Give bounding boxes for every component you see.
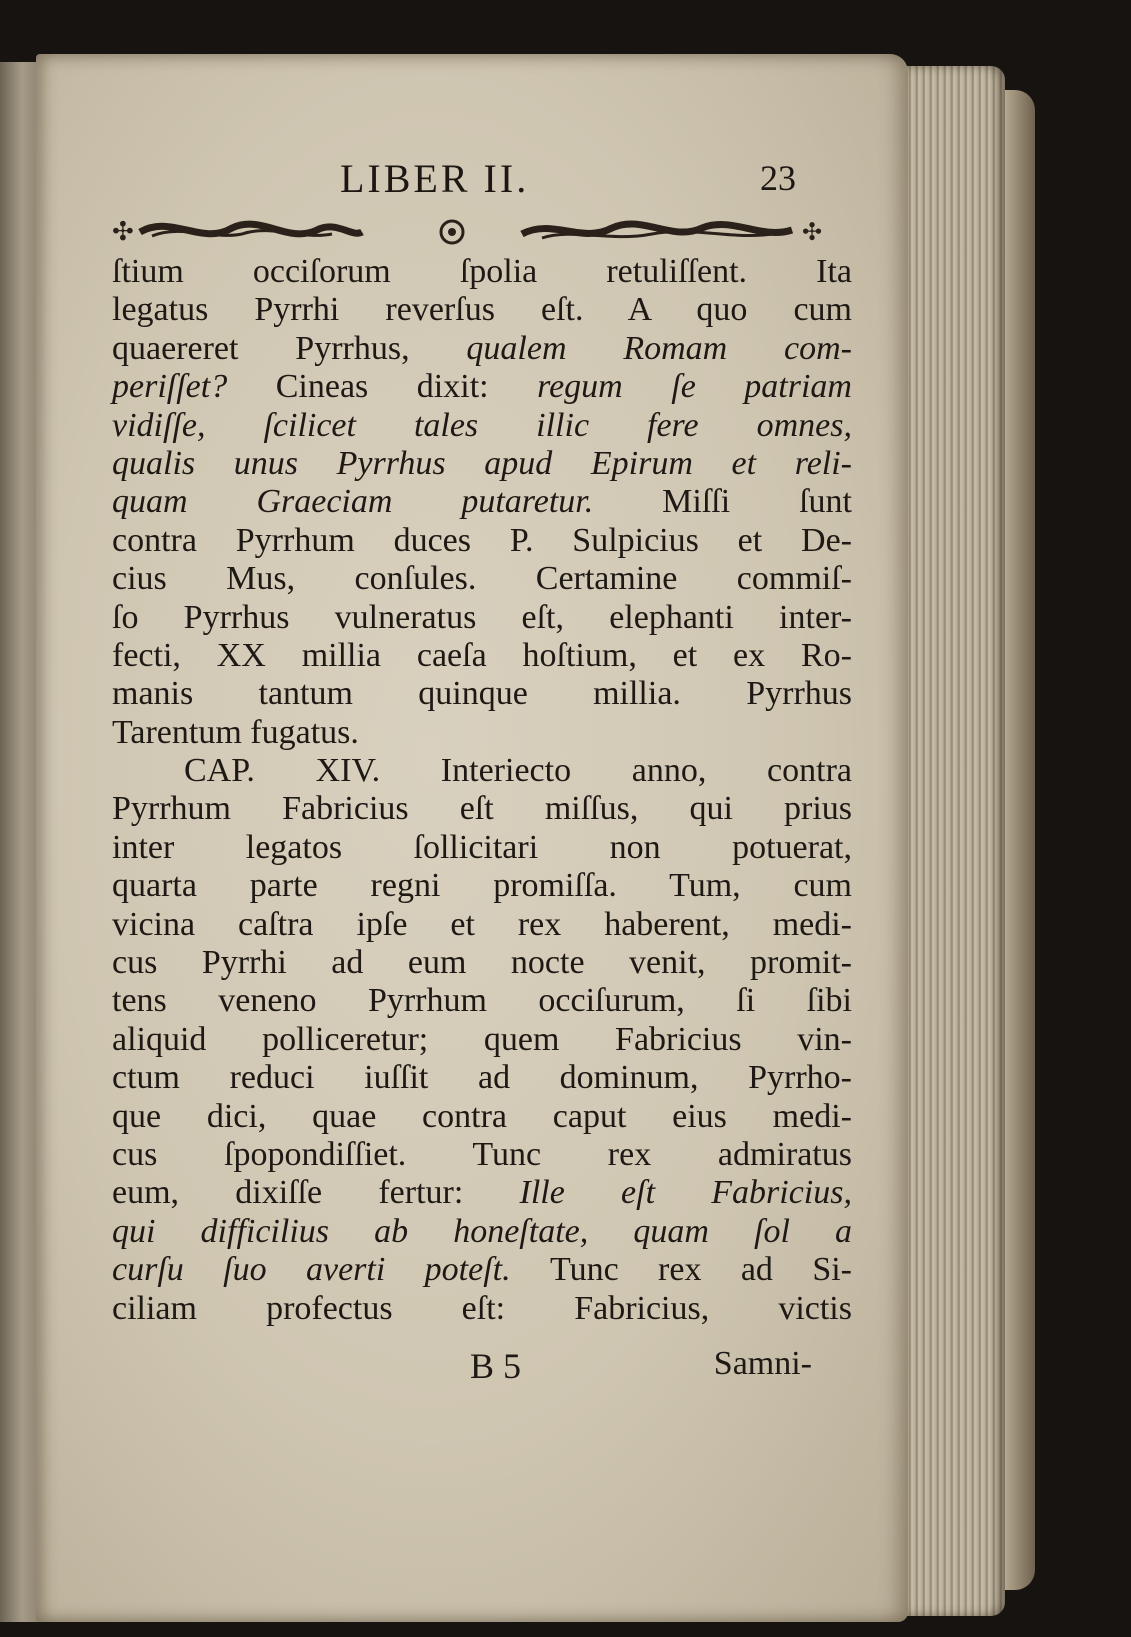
- roman-text: que dici, quae contra caput eius medi-: [112, 1097, 852, 1135]
- text-line: [112, 944, 852, 982]
- decorative-ornament-band: [112, 210, 834, 256]
- italic-text: qualem Romam com-: [466, 329, 852, 367]
- signature-mark: B 5: [470, 1346, 522, 1386]
- roman-text: contra Pyrrhum duces P. Sulpicius et De-: [112, 521, 852, 559]
- text-line: [112, 445, 852, 483]
- running-head: LIBER II.: [340, 156, 530, 201]
- roman-text: ctum reduci iuſſit ad dominum, Pyrrho-: [112, 1059, 852, 1097]
- italic-text: curſu ſuo averti poteſt.: [112, 1251, 550, 1289]
- text-line: [112, 1290, 852, 1328]
- text-line: [112, 752, 852, 790]
- roman-text: Miſſi ſunt: [662, 483, 852, 521]
- italic-text: vidiſſe, ſcilicet tales illic fere omnes,: [112, 406, 852, 444]
- italic-text: qui difficilius ab honeſtate, quam ſol a: [112, 1212, 852, 1250]
- text-line: [112, 982, 852, 1020]
- text-line: [112, 637, 852, 675]
- text-line: [112, 483, 852, 521]
- roman-text: ſo Pyrrhus vulneratus eſt, elephanti inter-: [112, 598, 852, 636]
- text-line: [112, 675, 852, 713]
- roman-text: CAP. XIV. Interiecto anno, contra: [184, 752, 852, 790]
- roman-text: ſtium occiſorum ſpolia retuliſſent. Ita: [112, 253, 852, 290]
- page-footer: [112, 1345, 812, 1387]
- svg-text:✣: ✣: [112, 217, 134, 247]
- text-line: [112, 253, 852, 291]
- text-line: [112, 1021, 852, 1059]
- roman-text: aliquid polliceretur; quem Fabricius vin-: [112, 1020, 852, 1058]
- roman-text: tens veneno Pyrrhum occiſurum, ſi ſibi: [112, 982, 852, 1020]
- italic-text: periſſet?: [112, 368, 276, 406]
- roman-text: cus Pyrrhi ad eum nocte venit, promit-: [112, 944, 852, 982]
- roman-text: quaereret Pyrrhus,: [112, 329, 467, 367]
- text-line: [112, 1098, 852, 1136]
- text-line: [112, 906, 852, 944]
- text-line: [112, 714, 852, 752]
- roman-text: cius Mus, conſules. Certamine commiſ-: [112, 560, 852, 598]
- text-line: [112, 1136, 852, 1174]
- text-line: [112, 1059, 852, 1097]
- text-line: [112, 291, 852, 329]
- roman-text: cus ſpopondiſſiet. Tunc rex admiratus: [112, 1135, 852, 1173]
- page-header: [114, 155, 814, 207]
- text-line: [112, 522, 852, 560]
- roman-text: Pyrrhum Fabricius eſt miſſus, qui prius: [112, 790, 852, 828]
- text-line: [112, 1251, 852, 1289]
- roman-text: inter legatos ſollicitari non potuerat,: [112, 828, 852, 866]
- page-number: 23: [760, 158, 796, 198]
- svg-text:✣: ✣: [802, 218, 823, 246]
- roman-text: ciliam profectus eſt: Fabricius, victis: [112, 1289, 852, 1327]
- roman-text: legatus Pyrrhi reverſus eſt. A quo cum: [112, 291, 852, 329]
- body-text: [112, 253, 852, 1328]
- italic-text: qualis unus Pyrrhus apud Epirum et reli-: [112, 444, 852, 482]
- text-line: [112, 867, 852, 905]
- roman-text: Tunc rex ad Si-: [550, 1251, 852, 1289]
- text-line: [112, 330, 852, 368]
- text-line: [112, 599, 852, 637]
- roman-text: manis tantum quinque millia. Pyrrhus: [112, 675, 852, 713]
- text-line: [112, 1174, 852, 1212]
- text-line: [112, 560, 852, 598]
- text-line: [112, 829, 852, 867]
- italic-text: quam Graeciam putaretur.: [112, 483, 663, 521]
- text-line: [112, 790, 852, 828]
- italic-text: regum ſe patriam: [537, 368, 852, 406]
- roman-text: Cineas dixit:: [275, 368, 538, 406]
- italic-text: Ille eſt Fabricius,: [519, 1174, 852, 1212]
- roman-text: eum, dixiſſe fertur:: [112, 1174, 520, 1212]
- facing-page-edge: [0, 62, 40, 1622]
- roman-text: vicina caſtra ipſe et rex haberent, medi-: [112, 905, 852, 943]
- roman-text: Tarentum fugatus.: [112, 713, 359, 751]
- text-line: [112, 368, 852, 406]
- roman-text: fecti, XX millia caeſa hoſtium, et ex Ro-: [112, 636, 852, 674]
- catchword: Samni-: [713, 1345, 812, 1382]
- roman-text: quarta parte regni promiſſa. Tum, cum: [112, 867, 852, 905]
- text-line: [112, 407, 852, 445]
- page-block-edges: [905, 66, 1005, 1616]
- text-line: [112, 1213, 852, 1251]
